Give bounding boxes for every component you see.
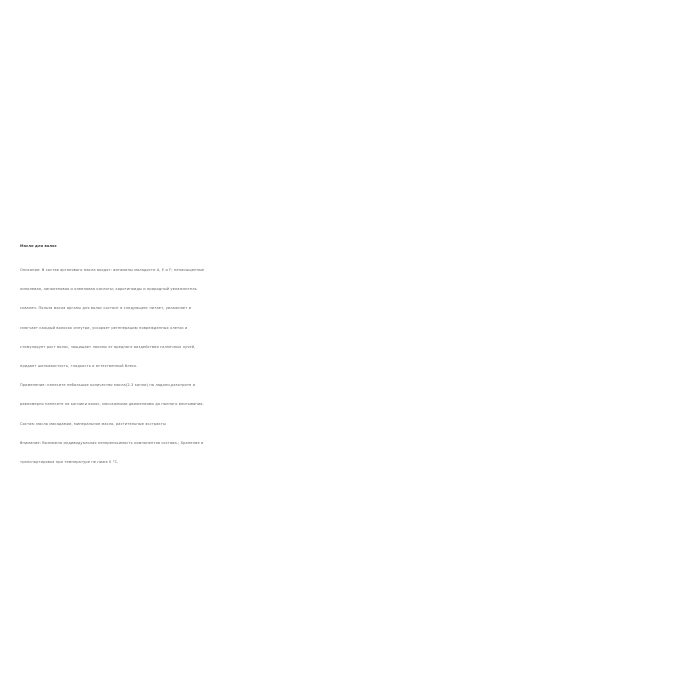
product-description (20, 236, 700, 472)
description-line: Описание: В состав арганового масла входят: витамины молодости А, Е и F; ненасыщенные (20, 268, 205, 272)
description-line: стимулирует рост волос, защищает локоны от вредного воздействия солнечных лучей, (20, 344, 196, 349)
composition-line: Состав: масло макадамии, минеральное масло, растительные экстракты (20, 421, 166, 426)
usage-line: Применение: нанесите небольшое количество масла(2-3 капли) на ладони,разотрите и (20, 383, 196, 388)
usage-line: равномерно нанесите на кончики волос, массажными движениями до полного впитывания. (20, 402, 204, 407)
warning-line: транспортировка при температуре не ниже 0 °С. (20, 460, 119, 465)
product-title: Масло для волос (20, 244, 57, 248)
description-line: сквален. Польза масла арганы для волос состоит в следующем: питает, увлажняет и (20, 306, 192, 311)
warning-line: Внимание: Возможна индивидуальная непереносимость компонентов состава.; Хранение и (20, 440, 204, 445)
description-line: смягчает каждый волосок изнутри, ускоряет регенерацию поврежденных клеток и (20, 325, 188, 330)
description-line: придает шелковистость, гладкость и естественный блеск. (20, 364, 138, 369)
description-line: линолевая, линоленовая и олеиновая кислоты; каротиноиды и природный увлажнитель (20, 287, 197, 292)
